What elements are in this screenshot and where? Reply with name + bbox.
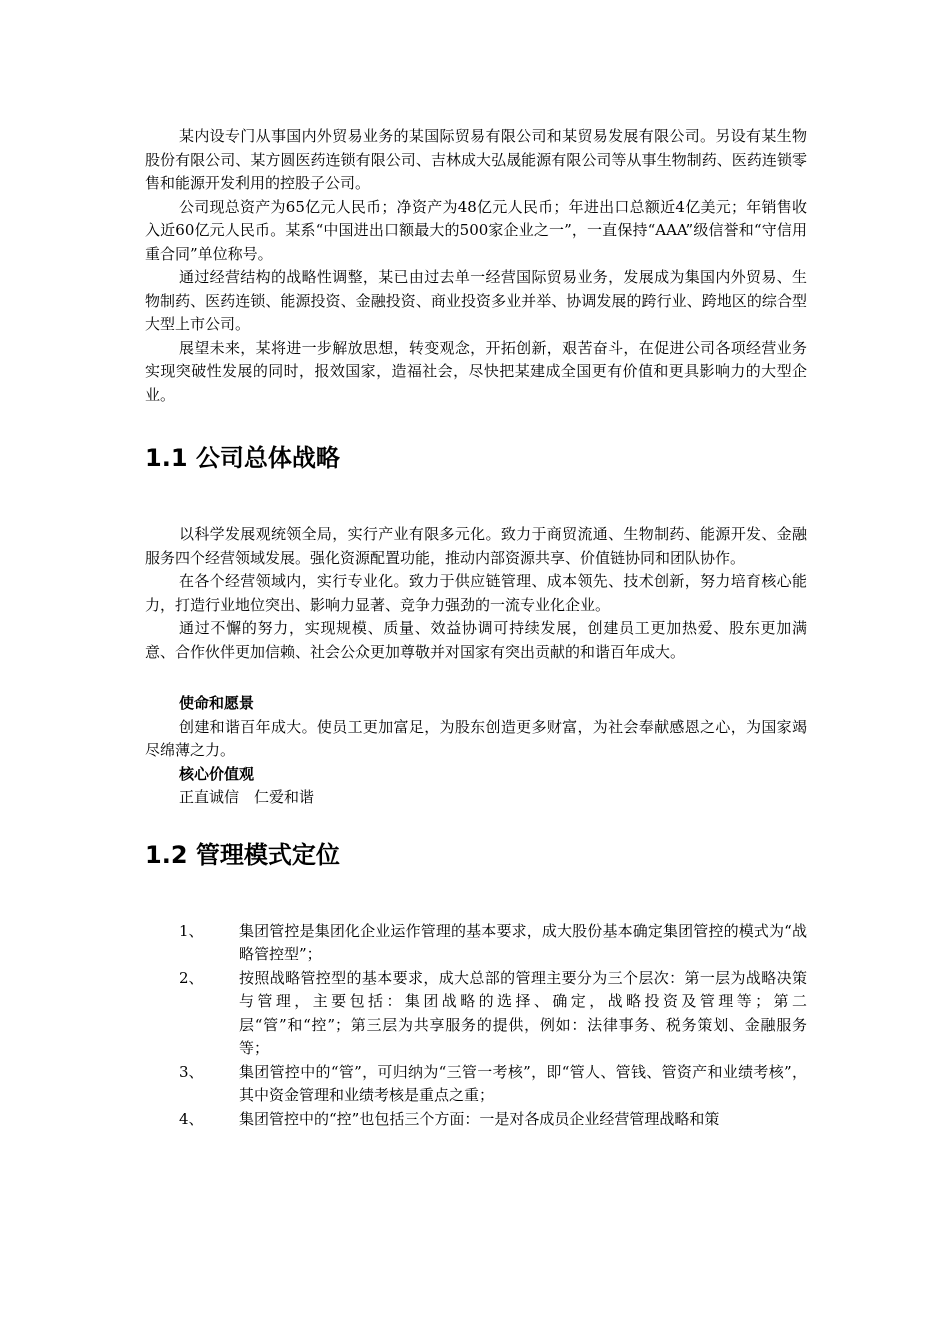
- values-text: 正直诚信 仁爱和谐: [179, 788, 315, 806]
- list-item-text: 集团管控是集团化企业运作管理的基本要求，成大股份基本确定集团管控的模式为“战略管控型”；: [239, 921, 807, 963]
- list-item: [145, 1108, 807, 1132]
- intro-paragraph-1: 某内设专门从事国内外贸易业务的某国际贸易有限公司和某贸易发展有限公司。另设有某生物股份有限公司、某方圆医药连锁有限公司、吉林成大弘晟能源有限公司等从事生物制药、医药连锁零售和能源开发利用的控股子公司。: [145, 127, 807, 192]
- values-title: 核心价值观: [179, 764, 255, 783]
- section-heading-management: 1.2 管理模式定位: [145, 840, 340, 869]
- list-item: [145, 967, 807, 1061]
- list-item-number: 1、: [179, 921, 204, 940]
- management-list: [145, 920, 807, 1132]
- document-page: [145, 125, 807, 1131]
- strategy-paragraph-2: 在各个经营领域内，实行专业化。致力于供应链管理、成本领先、技术创新，努力培育核心能力，打造行业地位突出、影响力显著、竞争力强劲的一流专业化企业。: [145, 572, 807, 614]
- list-item-text: 集团管控中的“控”也包括三个方面：一是对各成员企业经营管理战略和策: [239, 1109, 720, 1128]
- list-item-text: 集团管控中的“管”，可归纳为“三管一考核”，即“管人、管钱、管资产和业绩考核”，其中资金管理和业绩考核是重点之重；: [239, 1062, 807, 1104]
- list-item-number: 4、: [179, 1109, 204, 1128]
- list-item: [145, 1061, 807, 1108]
- list-item-text: 按照战略管控型的基本要求，成大总部的管理主要分为三个层次：第一层为战略决策与管理，主要包括：集团战略的选择、确定，战略投资及管理等；第二层“管”和“控”；第三层为共享服务的提供，例如：法律事务、税务策划、金融服务等；: [239, 968, 807, 1057]
- list-item-number: 2、: [179, 968, 204, 987]
- list-item-number: 3、: [179, 1062, 204, 1081]
- mission-text: 创建和谐百年成大。使员工更加富足，为股东创造更多财富，为社会奉献感恩之心，为国家竭尽绵薄之力。: [145, 717, 807, 759]
- list-item: [145, 920, 807, 967]
- section-heading-strategy: 1.1 公司总体战略: [145, 444, 340, 472]
- strategy-paragraph-1: 以科学发展观统领全局，实行产业有限多元化。致力于商贸流通、生物制药、能源开发、金融服务四个经营领域发展。强化资源配置功能，推动内部资源共享、价值链协同和团队协作。: [145, 525, 807, 567]
- intro-paragraph-2: 公司现总资产为65亿元人民币；净资产为48亿元人民币；年进出口总额近4亿美元；年销售收入近60亿元人民币。某系“中国进出口额最大的500家企业之一”，一直保持“AAA”级信誉和“守信用重合同”单位称号。: [145, 197, 807, 263]
- intro-paragraph-4: 展望未来，某将进一步解放思想，转变观念，开拓创新，艰苦奋斗，在促进公司各项经营业务实现突破性发展的同时，报效国家，造福社会，尽快把某建成全国更有价值和更具影响力的大型企业。: [145, 338, 807, 404]
- spacer: [145, 664, 807, 692]
- mission-title: 使命和愿景: [179, 694, 255, 712]
- intro-paragraph-3: 通过经营结构的战略性调整，某已由过去单一经营国际贸易业务，发展成为集国内外贸易、生物制药、医药连锁、能源投资、金融投资、商业投资多业并举、协调发展的跨行业、跨地区的综合型大型上市公司。: [145, 268, 807, 333]
- strategy-paragraph-3: 通过不懈的努力，实现规模、质量、效益协调可持续发展，创建员工更加热爱、股东更加满意、合作伙伴更加信赖、社会公众更加尊敬并对国家有突出贡献的和谐百年成大。: [145, 619, 807, 661]
